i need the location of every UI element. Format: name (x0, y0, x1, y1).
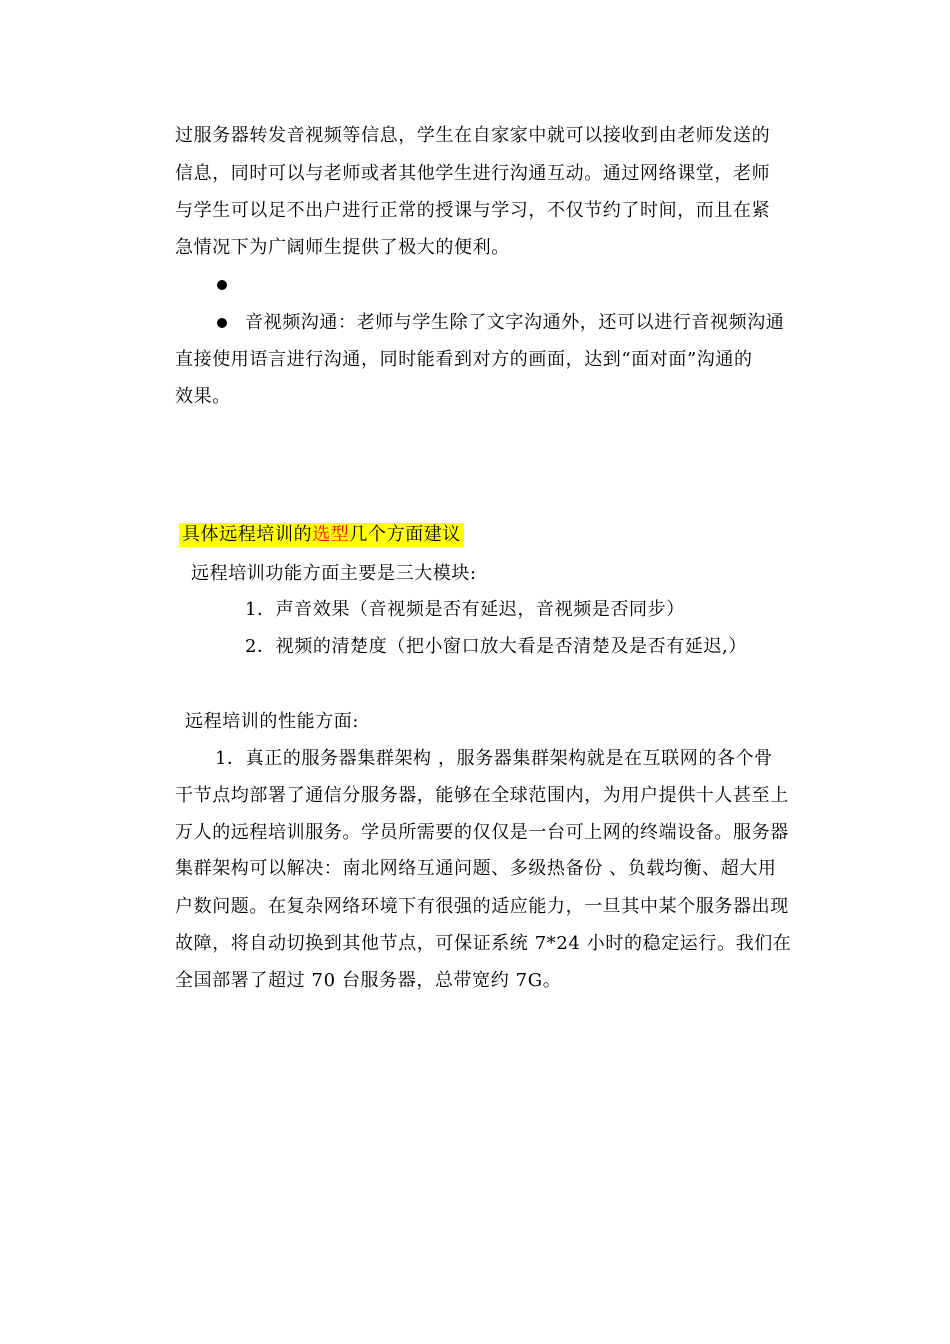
heading-accent: 选型 (312, 524, 350, 545)
section-intro: 远程培训功能方面主要是三大模块: (191, 563, 477, 584)
list-item: 2．视频的清楚度（把小窗口放大看是否清楚及是否有延迟,） (245, 636, 747, 657)
paragraph-line: 干节点均部署了通信分服务器，能够在全球范围内，为用户提供十人甚至上 (175, 785, 789, 806)
bullet-text-line: 效果。 (175, 386, 231, 407)
section-intro: 远程培训的性能方面: (185, 711, 360, 732)
bullet-text-line: 音视频沟通：老师与学生除了文字沟通外，还可以进行音视频沟通 (245, 312, 785, 333)
bullet-icon (217, 280, 227, 290)
paragraph-line: 急情况下为广阔师生提供了极大的便利。 (175, 237, 510, 258)
bullet-icon (217, 318, 227, 328)
paragraph-line: 过服务器转发音视频等信息，学生在自家家中就可以接收到由老师发送的 (175, 125, 771, 146)
list-item: 1．声音效果（音视频是否有延迟，音视频是否同步） (245, 599, 685, 620)
paragraph-line: 户数问题。在复杂网络环境下有很强的适应能力，一旦其中某个服务器出现 (175, 896, 789, 917)
heading-part: 几个方面建议 (349, 524, 462, 545)
paragraph-line: 集群架构可以解决：南北网络互通问题、多级热备份 、负载均衡、超大用 (175, 858, 777, 879)
section-heading (179, 523, 464, 547)
paragraph-line: 信息，同时可以与老师或者其他学生进行沟通互动。通过网络课堂，老师 (175, 163, 771, 184)
paragraph-line: 全国部署了超过 70 台服务器，总带宽约 7G。 (175, 970, 562, 991)
paragraph-line: 与学生可以足不出户进行正常的授课与学习，不仅节约了时间，而且在紧 (175, 200, 771, 221)
bullet-text-line: 直接使用语言进行沟通，同时能看到对方的画面，达到“面对面”沟通的 (175, 349, 753, 370)
paragraph-line: 1．真正的服务器集群架构 ，服务器集群架构就是在互联网的各个骨 (215, 748, 773, 769)
heading-part: 具体远程培训的 (182, 524, 313, 545)
paragraph-line: 故障，将自动切换到其他节点，可保证系统 7*24 小时的稳定运行。我们在 (175, 933, 792, 954)
paragraph-line: 万人的远程培训服务。学员所需要的仅仅是一台可上网的终端设备。服务器 (175, 822, 789, 843)
